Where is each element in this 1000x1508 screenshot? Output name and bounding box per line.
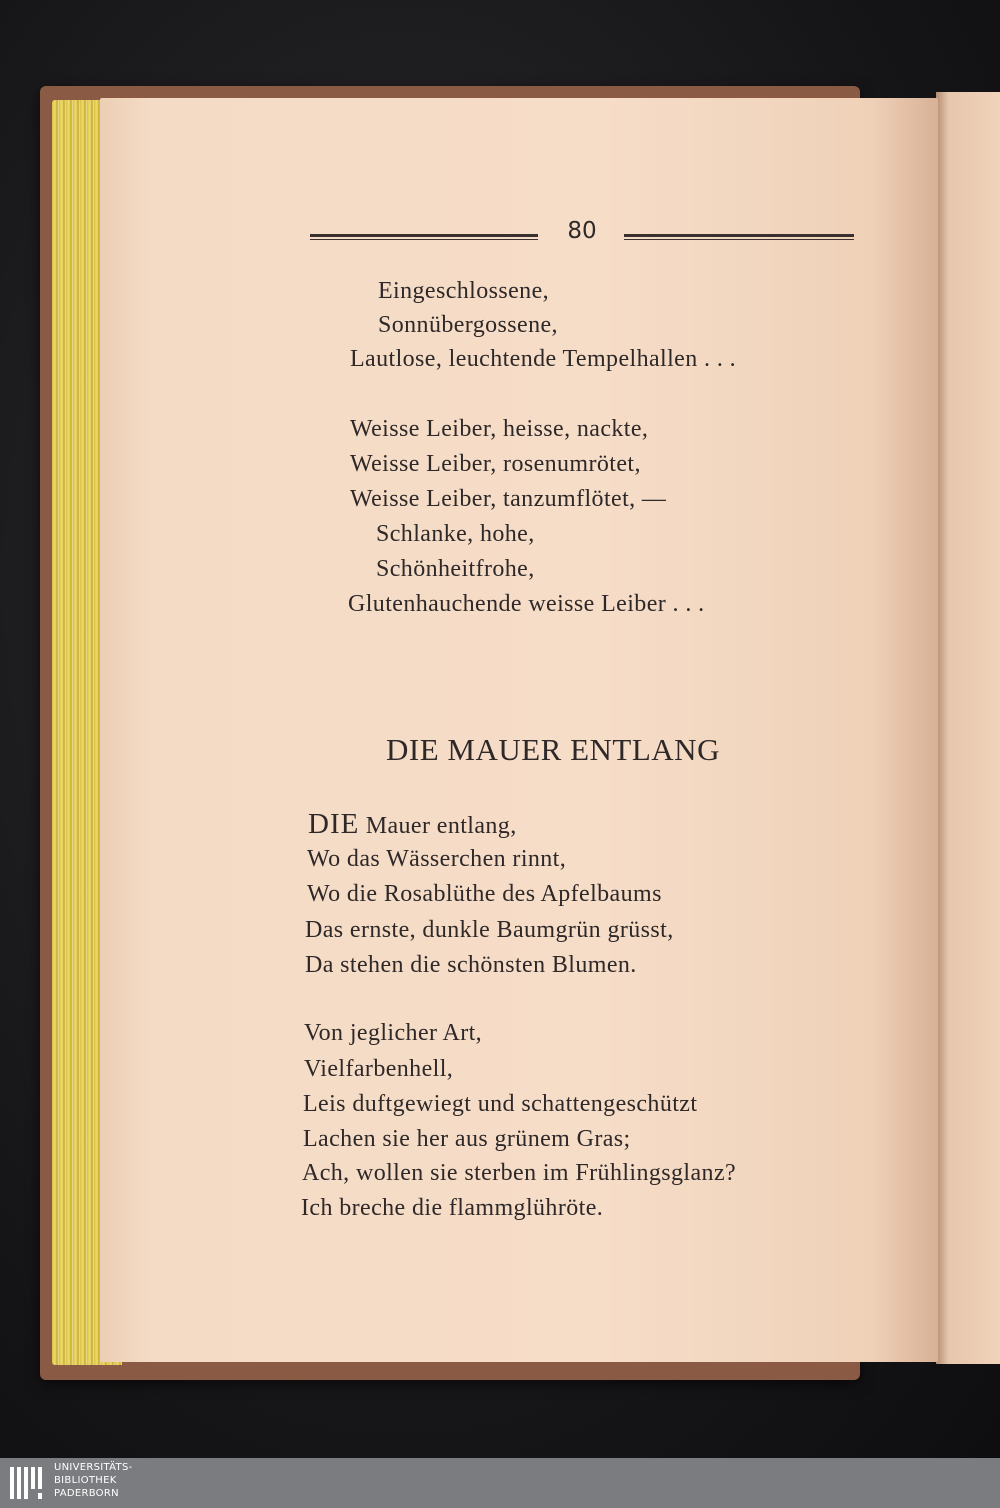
facing-page-edge — [936, 92, 1000, 1364]
verse-line: Von jeglicher Art, — [304, 1020, 483, 1046]
verse-line: Weisse Leiber, rosenumrötet, — [350, 451, 641, 477]
library-footer-bar — [0, 1458, 1000, 1508]
library-name-line: BIBLIOTHEK — [54, 1475, 117, 1486]
verse-line: Ach, wollen sie sterben im Frühlingsglanz? — [302, 1160, 737, 1186]
verse-line: Das ernste, dunkle Baumgrün grüsst, — [305, 917, 674, 943]
opening-word: DIE — [308, 808, 360, 840]
header-rule-right — [624, 234, 854, 240]
verse-line: Da stehen die schönsten Blumen. — [305, 952, 637, 978]
library-logo-icon — [8, 1463, 48, 1503]
verse-line: Leis duftgewiegt und schattengeschützt — [303, 1091, 698, 1117]
verse-line: Ich breche die flammglühröte. — [301, 1195, 604, 1221]
verse-line-first — [308, 808, 517, 841]
verse-line: Lachen sie her aus grünem Gras; — [303, 1126, 631, 1152]
verse-line: Eingeschlossene, — [378, 278, 550, 304]
verse-line: Wo das Wässerchen rinnt, — [307, 846, 567, 872]
library-name-line: UNIVERSITÄTS- — [54, 1462, 133, 1473]
library-name-line: PADERBORN — [54, 1488, 119, 1499]
verse-line: Sonnübergossene, — [378, 312, 558, 338]
verse-line: Schlanke, hohe, — [376, 521, 535, 547]
verse-line: Weisse Leiber, heisse, nackte, — [350, 416, 649, 442]
poem-title: DIE MAUER ENTLANG — [386, 732, 720, 767]
library-name — [54, 1461, 133, 1500]
first-line-rest: Mauer entlang, — [359, 813, 517, 839]
page-number: 80 — [567, 218, 597, 244]
verse-line: Glutenhauchende weisse Leiber . . . — [348, 591, 705, 617]
verse-line: Vielfarbenhell, — [304, 1056, 454, 1082]
verse-line: Schönheitfrohe, — [376, 556, 535, 582]
verse-line: Lautlose, leuchtende Tempelhallen . . . — [350, 346, 737, 372]
header-rule-left — [310, 234, 538, 240]
verse-line: Weisse Leiber, tanzumflötet, — — [350, 486, 667, 512]
verse-line: Wo die Rosablüthe des Apfelbaums — [307, 881, 662, 907]
